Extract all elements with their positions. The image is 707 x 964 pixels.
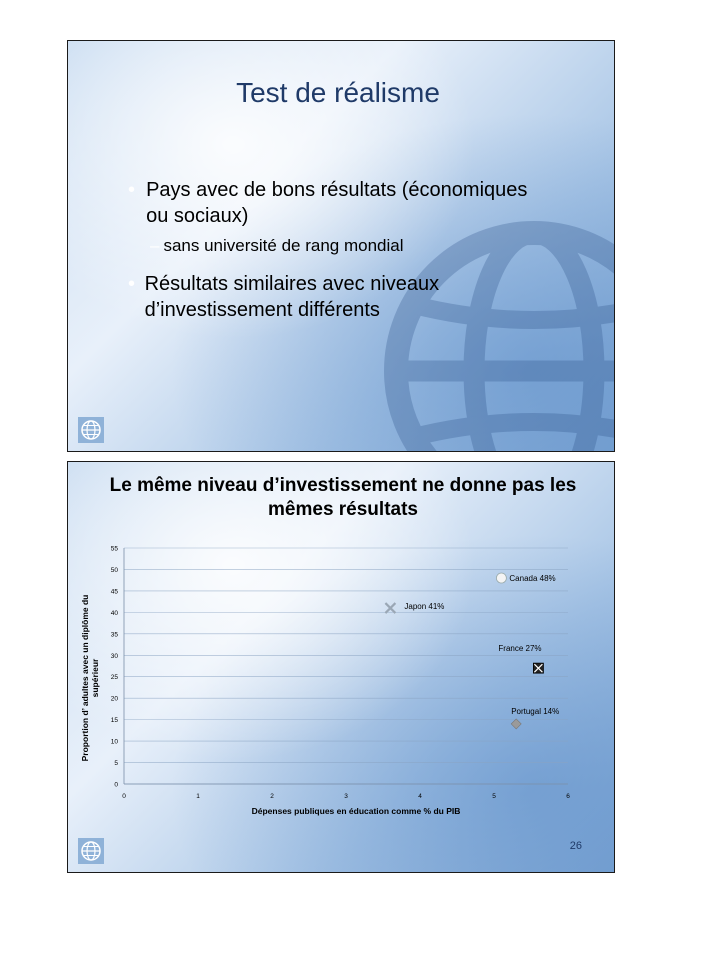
- scatter-chart: [68, 462, 614, 872]
- bullet-dot-icon: •: [128, 273, 136, 295]
- sub-bullet-text: sans université de rang mondial: [163, 236, 404, 255]
- y-tick-label: 45: [110, 588, 118, 596]
- world-bank-globe-icon: [78, 838, 104, 864]
- slide-chart-investissement: [67, 461, 615, 873]
- data-point-canada: [496, 573, 506, 583]
- y-tick-label: 55: [110, 545, 118, 553]
- bullet-list: [128, 177, 548, 323]
- y-tick-label: 50: [110, 566, 118, 574]
- slide-test-de-realisme: [67, 40, 615, 452]
- x-tick-label: 0: [122, 793, 126, 800]
- x-tick-label: 6: [566, 793, 570, 800]
- y-tick-label: 5: [114, 760, 118, 768]
- y-tick-label: 10: [110, 738, 118, 746]
- y-tick-label: 20: [110, 695, 118, 703]
- y-tick-label: 30: [110, 652, 118, 660]
- bullet-item: [128, 177, 548, 229]
- x-tick-label: 3: [344, 793, 348, 800]
- y-tick-label: 35: [110, 631, 118, 639]
- y-tick-label: 25: [110, 674, 118, 682]
- world-bank-globe-icon: [78, 417, 104, 443]
- bullet-text: Résultats similaires avec niveaux d’investissement différents: [144, 273, 440, 321]
- bullet-dot-icon: •: [128, 179, 136, 201]
- bullet-text: Pays avec de bons résultats (économiques ou sociaux): [146, 179, 528, 227]
- y-axis-label: Proportion d’ adultes avec un diplôme dusupérieur: [80, 594, 100, 762]
- x-tick-label: 5: [492, 793, 496, 800]
- chart-title: Le même niveau d’investissement ne donne pas les mêmes résultats: [109, 475, 577, 520]
- bullet-item: [128, 271, 548, 323]
- data-point-japon: [385, 603, 395, 613]
- y-tick-label: 40: [110, 609, 118, 617]
- page-number: 26: [569, 840, 582, 852]
- y-tick-label: 15: [110, 717, 118, 725]
- sub-bullet-item: [150, 235, 548, 257]
- x-axis-label: Dépenses publiques en éducation comme % du PIB: [251, 806, 461, 816]
- dash-icon: –: [150, 236, 160, 255]
- y-tick-label: 0: [114, 781, 118, 789]
- data-label: France 27%: [498, 644, 542, 654]
- data-point-portugal: [511, 719, 521, 729]
- data-label: Portugal 14%: [511, 706, 560, 716]
- data-label: Canada 48%: [509, 574, 556, 584]
- data-label: Japon 41%: [404, 602, 445, 612]
- x-tick-label: 1: [196, 793, 200, 800]
- x-tick-label: 2: [270, 793, 274, 800]
- slide-title: Test de réalisme: [236, 77, 440, 108]
- x-tick-label: 4: [418, 793, 422, 800]
